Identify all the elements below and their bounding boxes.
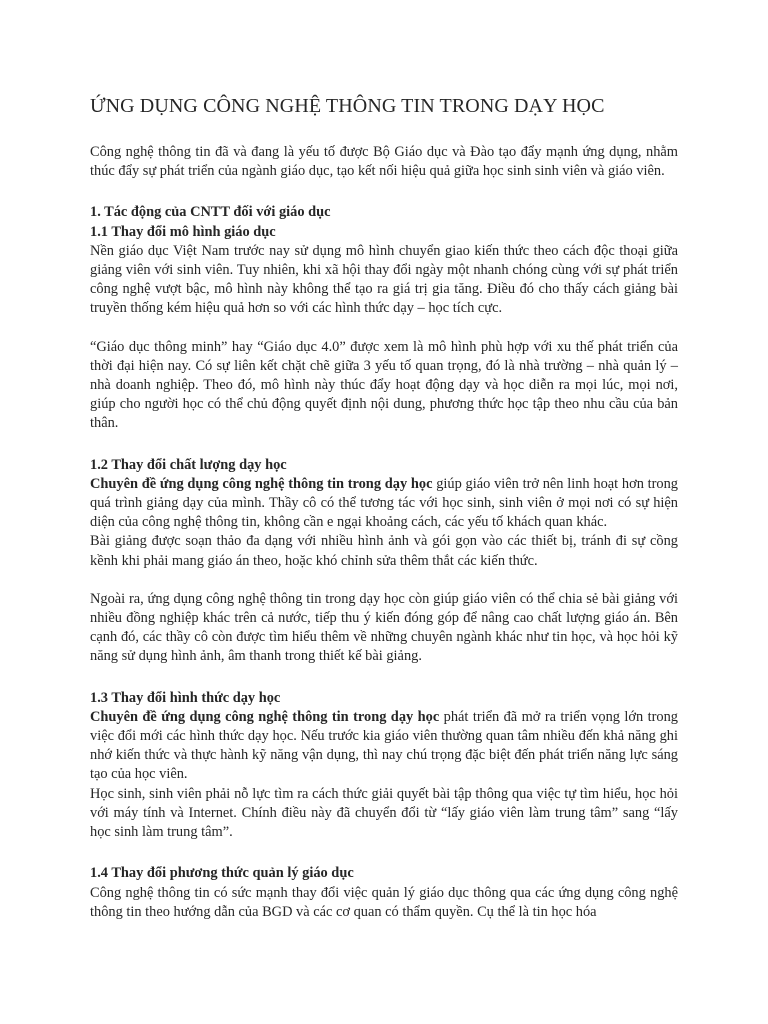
paragraph: Học sinh, sinh viên phải nỗ lực tìm ra cách thức giải quyết bài tập thông qua việc tự tìm hiểu, học hỏi với máy tính và Internet. Chính điều này đã chuyển đổi từ “lấy giáo viên làm trung tâm” sang “lấy học sinh làm trung tâm”. xyxy=(90,785,678,841)
bold-term: Chuyên đề ứng dụng công nghệ thông tin trong dạy học xyxy=(90,475,433,492)
paragraph: Ngoài ra, ứng dụng công nghệ thông tin trong dạy học còn giúp giáo viên có thể chia sẻ bài giảng với nhiều đồng nghiệp khác trên cả nước, tiếp thu ý kiến đóng góp để nâng cao chất lượng giáo án. Bên cạnh đó, các thầy cô còn được tìm hiểu thêm về những chuyên ngành khác như tin học, và học hỏi kỹ năng sử dụng hình ảnh, âm thanh trong thiết kế bài giảng. xyxy=(90,590,678,665)
paragraph-text: giúp giáo viên trở nên linh hoạt hơn trong quá trình giảng dạy của mình. Thầy cô có thể tương tác với học sinh, sinh viên ở mọi nơi có sự hiện diện của công nghệ thông tin, không cần e ngại khoảng cách, các yếu tố khách quan khác. xyxy=(90,475,679,531)
intro-paragraph: Công nghệ thông tin đã và đang là yếu tố được Bộ Giáo dục và Đào tạo đẩy mạnh ứng dụng, nhằm thúc đẩy sự phát triển của ngành giáo dục, tạo kết nối hiệu quả giữa học sinh sinh viên và giáo viên. xyxy=(90,144,678,180)
paragraph: Nền giáo dục Việt Nam trước nay sử dụng mô hình chuyển giao kiến thức theo cách độc thoại giữa giảng viên với sinh viên. Tuy nhiên, khi xã hội thay đổi ngày một nhanh chóng cùng với sự phát triển công nghệ vượt bậc, mô hình này không thể tạo ra giá trị gia tăng. Điều đó cho thấy cách giảng bài truyền thống kém hiệu quả hơn so với các hình thức dạy – học tích cực. xyxy=(90,242,678,317)
paragraph xyxy=(90,708,678,785)
paragraph: “Giáo dục thông minh” hay “Giáo dục 4.0” được xem là mô hình phù hợp với xu thế phát triển của thời đại hiện nay. Có sự liên kết chặt chẽ giữa 3 yếu tố quan trọng, đó là nhà trường – nhà quản lý – nhà doanh nghiệp. Theo đó, mô hình này thúc đẩy hoạt động dạy và học diễn ra mọi lúc, mọi nơi, giúp cho người học có thể chủ động quyết định nội dung, phương thức học tập theo nhu cầu của bản thân. xyxy=(90,338,678,432)
paragraph: Bài giảng được soạn thảo đa dạng với nhiều hình ảnh và gói gọn vào các thiết bị, tránh đi sự cồng kềnh khi phải mang giáo án theo, hoặc khó chỉnh sửa thêm thắt các kiến thức. xyxy=(90,533,678,569)
subsection-heading: 1.4 Thay đổi phương thức quản lý giáo dục xyxy=(90,865,354,882)
subsection-heading: 1.2 Thay đổi chất lượng dạy học xyxy=(90,456,287,473)
section-heading: 1. Tác động của CNTT đối với giáo dục xyxy=(90,204,331,221)
bold-term: Chuyên đề ứng dụng công nghệ thông tin trong dạy học xyxy=(90,708,440,725)
subsection-heading: 1.3 Thay đổi hình thức dạy học xyxy=(90,689,281,706)
paragraph: Công nghệ thông tin có sức mạnh thay đổi việc quản lý giáo dục thông qua các ứng dụng công nghệ thông tin theo hướng dẫn của BGD và các cơ quan có thẩm quyền. Cụ thể là tin học hóa xyxy=(90,884,678,920)
page-title: ỨNG DỤNG CÔNG NGHỆ THÔNG TIN TRONG DẠY HỌC xyxy=(90,95,605,117)
paragraph-text: phát triển đã mở ra triển vọng lớn trong việc đổi mới các hình thức dạy học. Nếu trước kia giáo viên thường quan tâm nhiều đến khả năng ghi nhớ kiến thức và thực hành kỹ năng vận dụng, thì nay chú trọng đặc biệt đến phát triển năng lực sáng tạo của học viên. xyxy=(90,708,678,783)
subsection-heading: 1.1 Thay đổi mô hình giáo dục xyxy=(90,223,276,240)
paragraph xyxy=(90,475,678,533)
